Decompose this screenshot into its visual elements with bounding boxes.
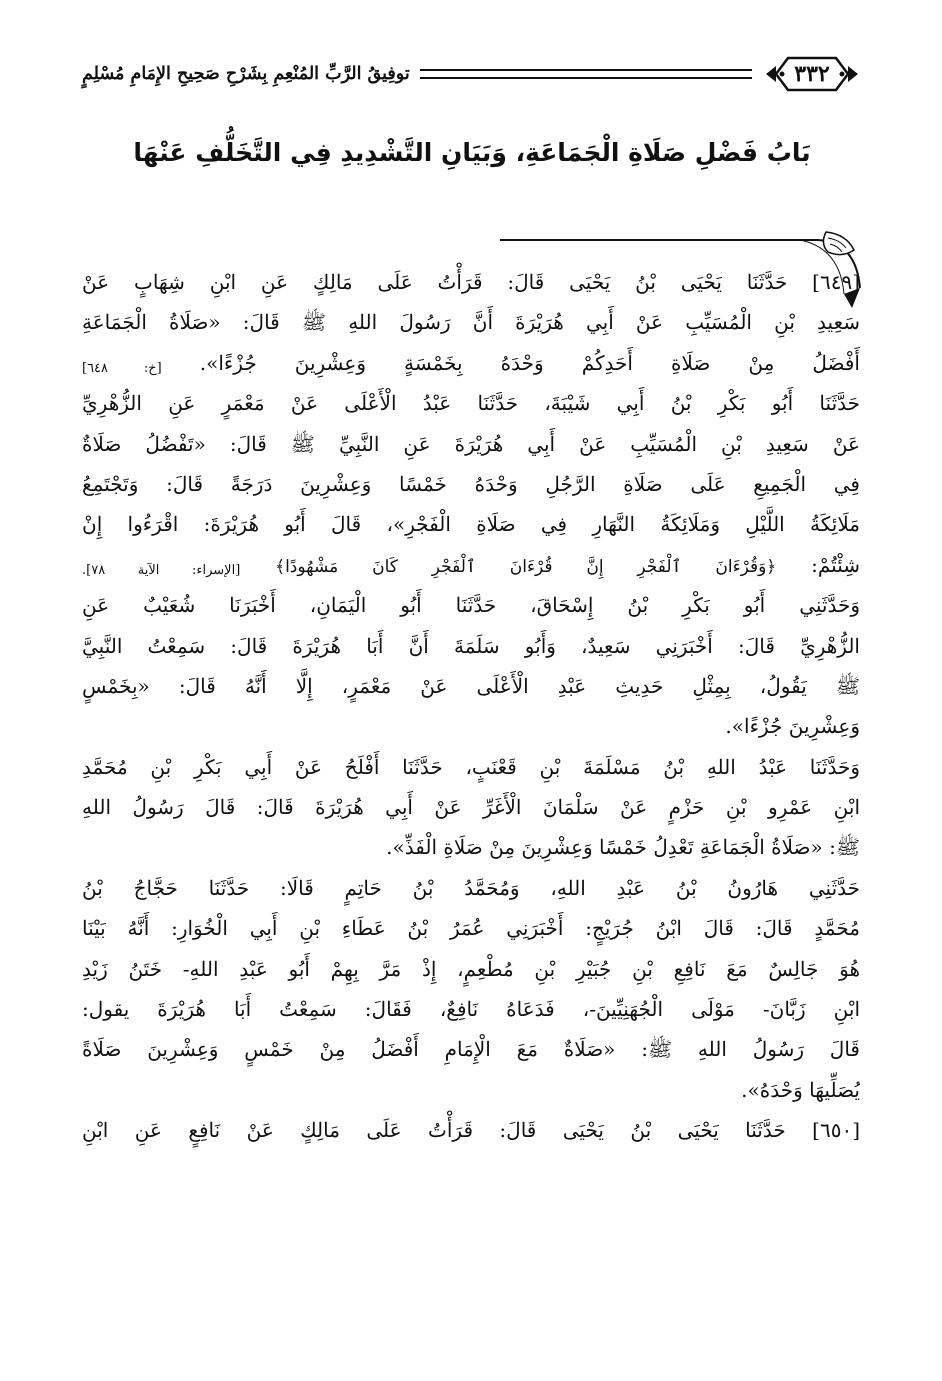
text-line: عَنْ سَعِيدِ بْنِ الْمُسَيِّبِ عَنْ أَبِي هُرَيْرَةَ عَنِ النَّبِيِّ ﷺ قَالَ: «تَفْضُلُ صَلَاةٌ [82, 431, 860, 456]
text-line: حَدَّثَنَا أَبُو بَكْرِ بْنُ أَبِي شَيْبَةَ، حَدَّثَنَا عَبْدُ الْأَعْلَى عَنْ مَعْمَرٍ عَنِ الزُّهْرِيِّ [82, 391, 860, 416]
text-line: [٦٥٠] حَدَّثَنَا يَحْيَى بْنُ يَحْيَى قَالَ: قَرَأْتُ عَلَى مَالِكٍ عَنْ نَافِعٍ عَنِ ابْنِ [82, 1118, 860, 1143]
text-line: سَعِيدِ بْنِ الْمُسَيِّبِ عَنْ أَبِي هُرَيْرَةَ أَنَّ رَسُولَ اللهِ ﷺ قَالَ: «صَلَاةُ الْجَمَاعَةِ [82, 310, 860, 335]
text-line: الزُّهْرِيِّ قَالَ: أَخْبَرَنِي سَعِيدٌ، وَأَبُو سَلَمَةَ أَنَّ أَبَا هُرَيْرَةَ قَالَ: سَمِعْتُ النَّبِيَّ [82, 633, 860, 658]
text-line: أَفْضَلُ مِنْ صَلَاةِ أَحَدِكُمْ وَحْدَهُ بِخَمْسَةٍ وَعِشْرِينَ جُزْءًا». [خ: ٦٤٨] [82, 350, 860, 376]
text-line: ابْنِ زَبَّانَ- مَوْلَى الْجُهَنِيِّينَ-، فَدَعَاهُ نَافِعٌ، فَقَالَ: سَمِعْتُ أَبَا هُرَيْرَةَ يقول: [82, 997, 860, 1022]
text-line: وَحَدَّثَنَا عَبْدُ اللهِ بْنُ مَسْلَمَةَ بْنِ قَعْنَبٍ، حَدَّثَنَا أَفْلَحُ عَنْ أَبِي بَكْرِ بْنِ مُحَمَّدِ [82, 754, 860, 779]
text-line: هُوَ جَالِسٌ مَعَ نَافِعِ بْنِ جُبَيْرِ بْنِ مُطْعِمٍ، إِذْ مَرَّ بِهِمْ أَبُو عَبْدِ اللهِ- خَتَنُ زَيْدِ [82, 956, 860, 981]
text-line: وَحَدَّثَنِي أَبُو بَكْرِ بْنُ إِسْحَاقَ، حَدَّثَنَا أَبُو الْيَمَانِ، أَخْبَرَنَا شُعَيْبٌ عَنِ [82, 593, 860, 618]
text-line: شِئْتُمْ: ﴿وَقُرْءَانَ ٱلْفَجْرِ إِنَّ قُرْءَانَ ٱلْفَجْرِ كَانَ مَشْهُودًا﴾ $^{[الإسراء: الآية ٧٨].}$ [82, 552, 860, 578]
text-line: [٦٤٩] حَدَّثَنَا يَحْيَى بْنُ يَحْيَى قَالَ: قَرَأْتُ عَلَى مَالِكٍ عَنِ ابْنِ شِهَابٍ عَنْ [82, 270, 860, 294]
text-line: قَالَ رَسُولُ اللهِ ﷺ: «صَلَاةٌ مَعَ الْإِمَامِ أَفْضَلُ مِنْ خَمْسٍ وَعِشْرِينَ صَلَاةً [82, 1037, 860, 1062]
header-rule [420, 69, 752, 79]
hadith-body [82, 262, 860, 1151]
page-number-badge [762, 52, 862, 96]
text-line: حَدَّثَنِي هَارُونُ بْنُ عَبْدِ اللهِ، وَمُحَمَّدُ بْنُ حَاتِمٍ قَالَا: حَدَّثَنَا حَجَّاجُ بْنُ [82, 875, 860, 900]
page-number: ٣٣٢ [794, 61, 830, 87]
reference-note: [خ: ٦٤٨] [82, 360, 162, 376]
chapter-title: بَابُ فَضْلِ صَلَاةِ الْجَمَاعَةِ، وَبَيَانِ التَّشْدِيدِ فِي التَّخَلُّفِ عَنْهَا [133, 138, 811, 167]
book-title: توفِيقُ الرَّبِّ المُنْعِمِ بِشَرْحِ صَحِيحِ الإِمَامِ مُسْلِمٍ [82, 64, 410, 84]
text-line: فِي الْجَمِيعِ عَلَى صَلَاةِ الرَّجُلِ وَحْدَهُ خَمْسًا وَعِشْرِينَ دَرَجَةً قَالَ: وَتَجْتَمِعُ [82, 471, 860, 496]
text-line: ﷺ: «صَلَاةُ الْجَمَاعَةِ تَعْدِلُ خَمْسًا وَعِشْرِينَ مِنْ صَلَاةِ الْفَذِّ». [386, 835, 860, 860]
text-line: ابْنِ عَمْرِو بْنِ حَزْمٍ عَنْ سَلْمَانَ الْأَغَرِّ عَنْ أَبِي هُرَيْرَةَ قَالَ: قَالَ رَسُولُ اللهِ [82, 795, 860, 820]
running-header [82, 52, 862, 96]
quran-verse: ﴿وَقُرْءَانَ ٱلْفَجْرِ إِنَّ قُرْءَانَ ٱلْفَجْرِ كَانَ مَشْهُودًا﴾ [275, 556, 777, 577]
text-line: مُحَمَّدٍ قَالَ: قَالَ ابْنُ جُرَيْجٍ: أَخْبَرَنِي عُمَرُ بْنُ عَطَاءِ بْنِ أَبِي الْخُوَارِ: أَنَّهُ بَيْنَا [82, 916, 860, 941]
text-line: وَعِشْرِينَ جُزْءًا». [725, 714, 860, 739]
reference-note: [الإسراء: الآية ٧٨]. [82, 562, 241, 578]
text-line: ﷺ يَقُولُ، بِمِثْلِ حَدِيثِ عَبْدِ الْأَعْلَى عَنْ مَعْمَرٍ، إِلَّا أَنَّهُ قَالَ: «بِخَمْسٍ [82, 673, 860, 698]
text-line: مَلَائِكَةُ اللَّيْلِ وَمَلَائِكَةُ النَّهَارِ فِي صَلَاةِ الْفَجْرِ»، قَالَ أَبُو هُرَيْرَةَ: اقْرَءُوا إِنْ [82, 512, 860, 537]
text-line: يُصَلِّيهَا وَحْدَهُ». [741, 1077, 860, 1102]
